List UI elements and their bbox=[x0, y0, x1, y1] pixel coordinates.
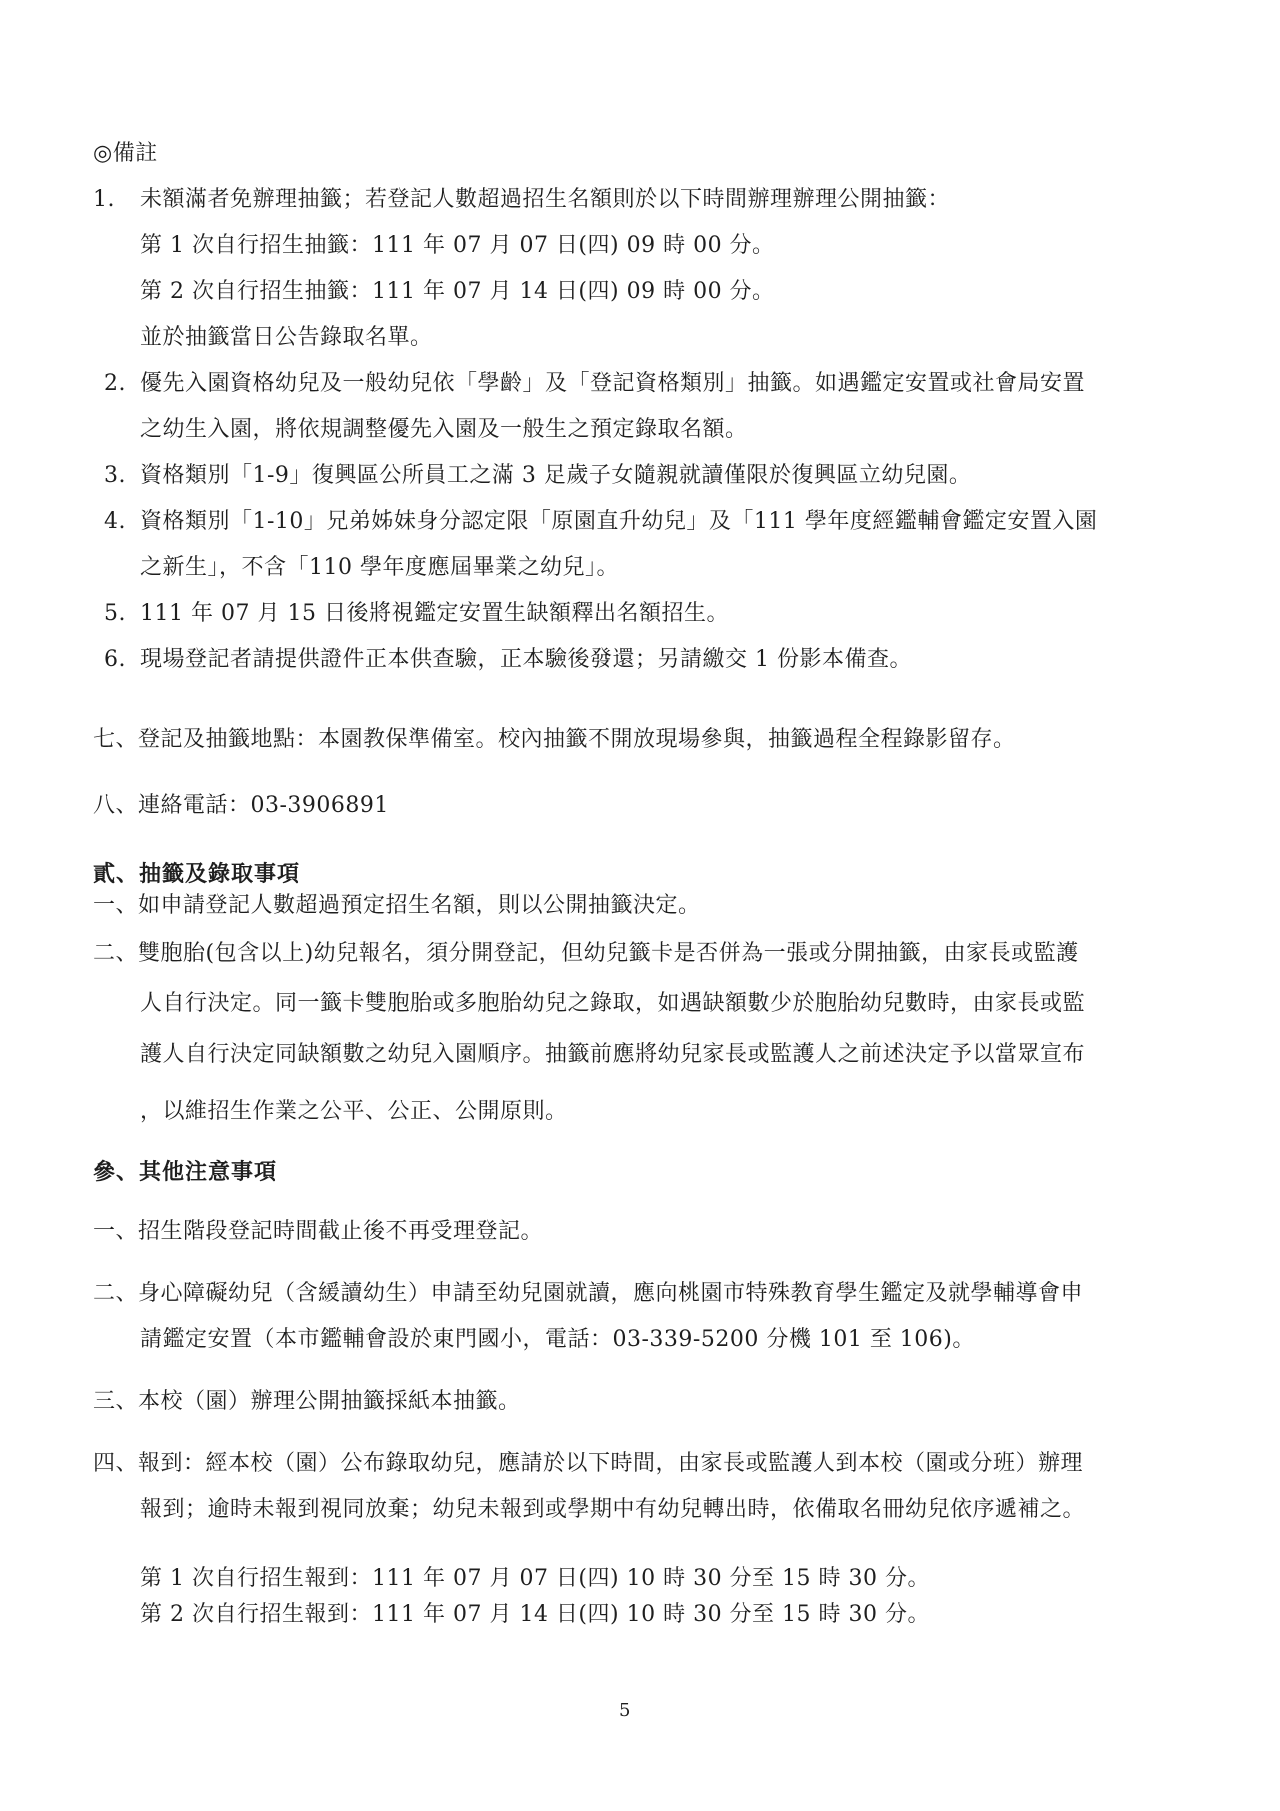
part-3-heading: 參、其他注意事項 bbox=[93, 1159, 278, 1185]
part-2-item-1: 一、如申請登記人數超過預定招生名額，則以公開抽籤決定。 bbox=[93, 893, 701, 918]
note-5-number: 5. bbox=[104, 601, 126, 626]
part-3-item-4-line-1: 四、報到：經本校（園）公布錄取幼兒，應請於以下時間，由家長或監護人到本校（園或分班）辦理 bbox=[93, 1451, 1084, 1476]
part-2-item-2-line-3: 護人自行決定同缺額數之幼兒入園順序。抽籤前應將幼兒家長或監護人之前述決定予以當眾宣布 bbox=[140, 1042, 1086, 1067]
page-number: 5 bbox=[619, 1700, 631, 1721]
part-3-item-3: 三、本校（園）辦理公開抽籤採紙本抽籤。 bbox=[93, 1389, 521, 1414]
section-8-phone: 八、連絡電話：03-3906891 bbox=[93, 793, 389, 818]
part-2-item-2-line-2: 人自行決定。同一籤卡雙胞胎或多胞胎幼兒之錄取，如遇缺額數少於胞胎幼兒數時，由家長或監 bbox=[140, 991, 1086, 1016]
part-3-item-1: 一、招生階段登記時間截止後不再受理登記。 bbox=[93, 1219, 544, 1244]
part-2-heading: 貳、抽籤及錄取事項 bbox=[93, 861, 301, 887]
note-1-number: 1. bbox=[93, 187, 115, 212]
note-4-number: 4. bbox=[104, 509, 126, 534]
note-1-text: 未額滿者免辦理抽籤；若登記人數超過招生名額則於以下時間辦理辦理公開抽籤： bbox=[140, 187, 951, 212]
note-2-number: 2. bbox=[104, 371, 126, 396]
note-4-text-line-1: 資格類別「1-10」兄弟姊妹身分認定限「原園直升幼兒」及「111 學年度經鑑輔會鑑定安置入園 bbox=[140, 509, 1098, 534]
note-2-text-line-2: 之幼生入園，將依規調整優先入園及一般生之預定錄取名額。 bbox=[140, 417, 748, 442]
report-schedule-2: 第 2 次自行招生報到：111 年 07 月 14 日(四) 10 時 30 分至 15 時 30 分。 bbox=[140, 1602, 931, 1627]
note-2-text-line-1: 優先入園資格幼兒及一般幼兒依「學齡」及「登記資格類別」抽籤。如遇鑑定安置或社會局安置 bbox=[140, 371, 1086, 396]
note-6-text: 現場登記者請提供證件正本供查驗，正本驗後發還；另請繳交 1 份影本備查。 bbox=[140, 647, 912, 672]
part-3-item-4-line-2: 報到；逾時未報到視同放棄；幼兒未報到或學期中有幼兒轉出時，依備取名冊幼兒依序遞補之。 bbox=[140, 1497, 1086, 1522]
note-6-number: 6. bbox=[104, 647, 126, 672]
note-3-text: 資格類別「1-9」復興區公所員工之滿 3 足歲子女隨親就讀僅限於復興區立幼兒園。 bbox=[140, 463, 972, 488]
part-3-item-2-line-2: 請鑑定安置（本市鑑輔會設於東門國小，電話：03-339-5200 分機 101 至 106)。 bbox=[140, 1327, 975, 1352]
note-5-text: 111 年 07 月 15 日後將視鑑定安置生缺額釋出名額招生。 bbox=[140, 601, 729, 626]
note-1-announcement: 並於抽籤當日公告錄取名單。 bbox=[140, 325, 433, 350]
section-7-location: 七、登記及抽籤地點：本園教保準備室。校內抽籤不開放現場參與，抽籤過程全程錄影留存。 bbox=[93, 727, 1016, 752]
part-3-item-2-line-1: 二、身心障礙幼兒（含緩讀幼生）申請至幼兒園就讀，應向桃園市特殊教育學生鑑定及就學輔導會申 bbox=[93, 1281, 1084, 1306]
note-1-lottery-2: 第 2 次自行招生抽籤：111 年 07 月 14 日(四) 09 時 00 分。 bbox=[140, 279, 775, 304]
report-schedule-1: 第 1 次自行招生報到：111 年 07 月 07 日(四) 10 時 30 分至 15 時 30 分。 bbox=[140, 1566, 931, 1591]
notes-heading: ◎備註 bbox=[93, 141, 158, 166]
note-1-lottery-1: 第 1 次自行招生抽籤：111 年 07 月 07 日(四) 09 時 00 分。 bbox=[140, 233, 775, 258]
note-3-number: 3. bbox=[104, 463, 126, 488]
part-2-item-2-line-1: 二、雙胞胎(包含以上)幼兒報名，須分開登記，但幼兒籤卡是否併為一張或分開抽籤，由家長或監護 bbox=[93, 941, 1079, 966]
note-4-text-line-2: 之新生」，不含「110 學年度應屆畢業之幼兒」。 bbox=[140, 555, 619, 580]
part-2-item-2-line-4: ，以維招生作業之公平、公正、公開原則。 bbox=[140, 1099, 568, 1124]
